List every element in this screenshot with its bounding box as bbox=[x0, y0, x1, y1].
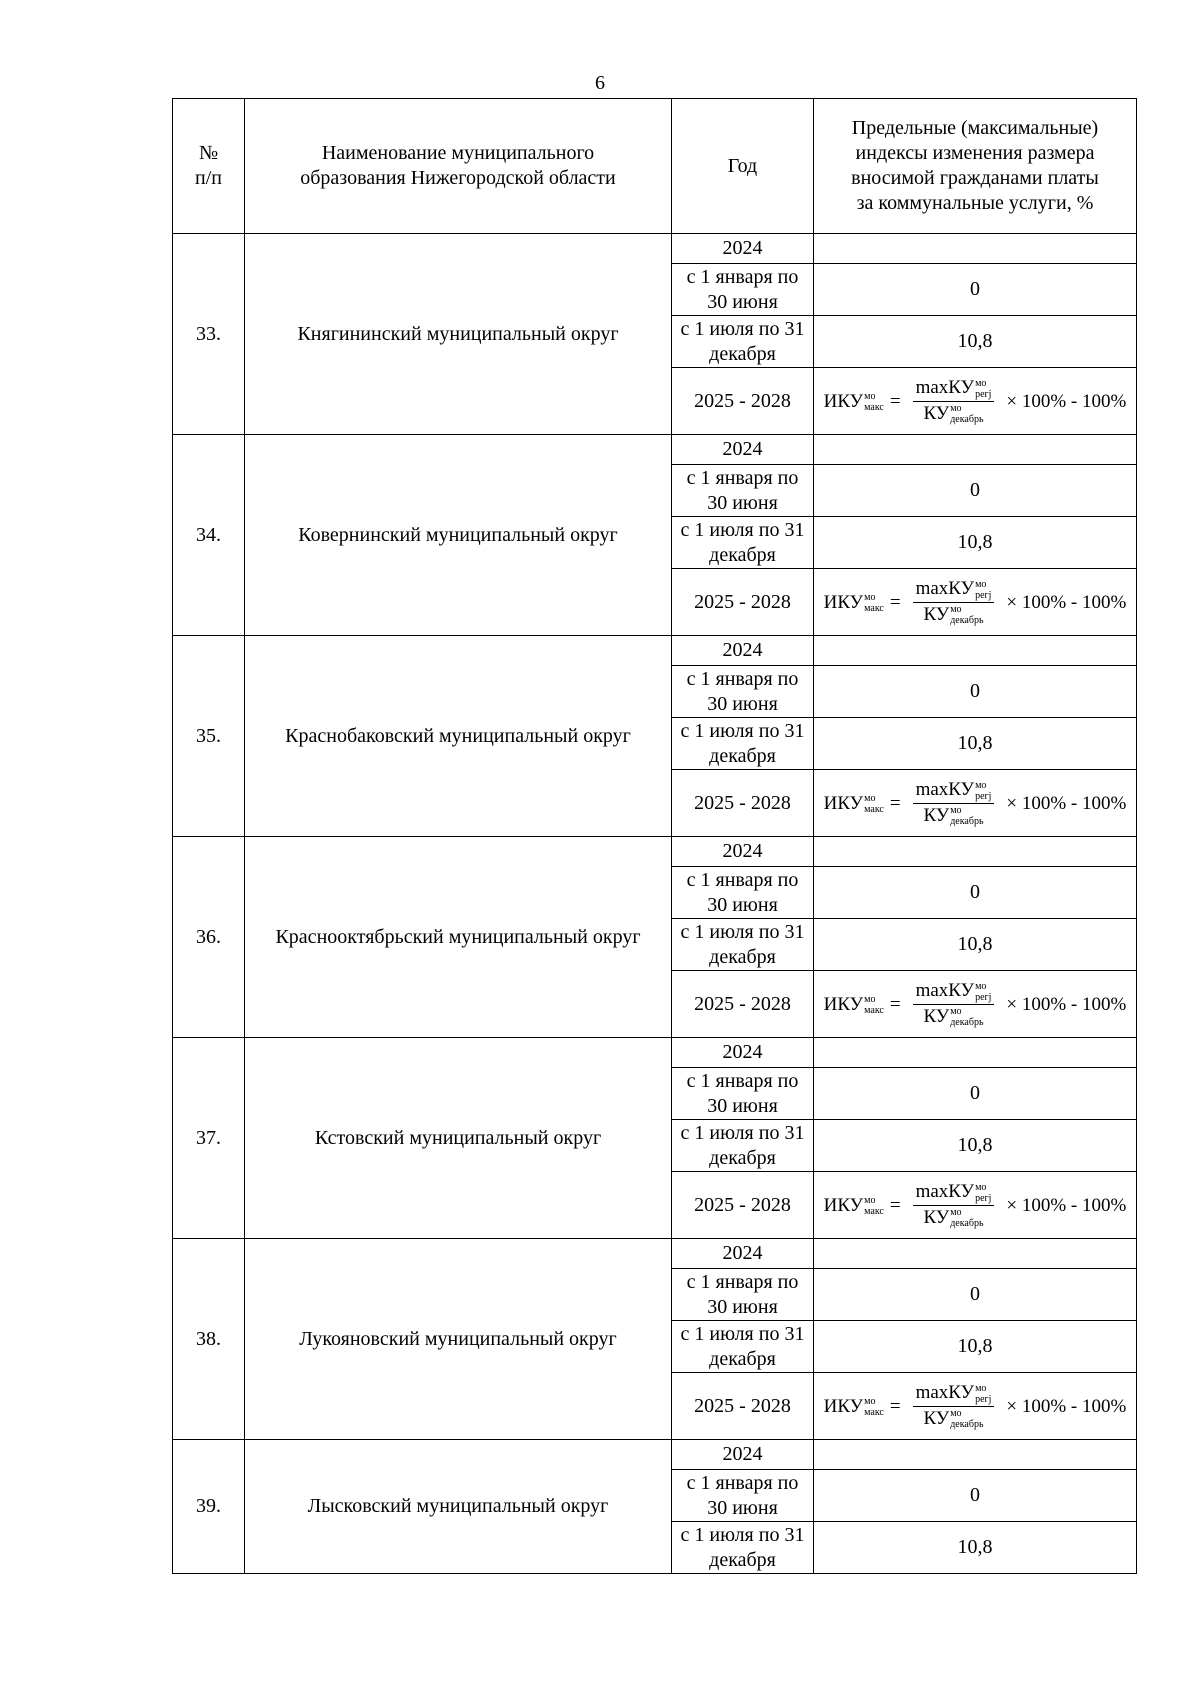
empty-cell bbox=[814, 234, 1137, 264]
formula-equals: = bbox=[889, 1395, 901, 1417]
municipality-name: Лысковский муниципальный округ bbox=[245, 1440, 672, 1574]
years-range: 2025 - 2028 bbox=[672, 1373, 814, 1440]
formula-fraction bbox=[913, 980, 995, 1028]
formula-numerator: maxКУ мо регj bbox=[913, 1181, 995, 1206]
row-number: 35. bbox=[173, 636, 245, 837]
period-first-half: с 1 января по 30 июня bbox=[672, 465, 814, 517]
formula-tail: × 100% - 100% bbox=[1006, 993, 1127, 1015]
period-first-half: с 1 января по 30 июня bbox=[672, 666, 814, 718]
period-second-half: с 1 июля по 31 декабря bbox=[672, 1321, 814, 1373]
year-2024: 2024 bbox=[672, 435, 814, 465]
year-2024: 2024 bbox=[672, 1239, 814, 1269]
index-value-second-half: 10,8 bbox=[814, 316, 1137, 368]
formula-fraction bbox=[913, 779, 995, 827]
table-header-row bbox=[173, 99, 1137, 234]
tariff-index-table bbox=[172, 98, 1137, 1574]
empty-cell bbox=[814, 1038, 1137, 1068]
year-2024: 2024 bbox=[672, 1038, 814, 1068]
index-value-second-half: 10,8 bbox=[814, 1522, 1137, 1574]
formula-fraction bbox=[913, 377, 995, 425]
header-year: Год bbox=[672, 99, 814, 234]
empty-cell bbox=[814, 837, 1137, 867]
page-number: 6 bbox=[595, 72, 605, 94]
index-formula bbox=[814, 569, 1137, 636]
formula-equals: = bbox=[889, 1194, 901, 1216]
table-row-year bbox=[173, 234, 1137, 264]
index-value-first-half: 0 bbox=[814, 867, 1137, 919]
table-row-year bbox=[173, 435, 1137, 465]
period-second-half: с 1 июля по 31 декабря bbox=[672, 517, 814, 569]
formula-tail: × 100% - 100% bbox=[1006, 591, 1127, 613]
header-num: № п/п bbox=[173, 99, 245, 234]
years-range: 2025 - 2028 bbox=[672, 971, 814, 1038]
year-2024: 2024 bbox=[672, 1440, 814, 1470]
formula-tail: × 100% - 100% bbox=[1006, 792, 1127, 814]
index-value-second-half: 10,8 bbox=[814, 919, 1137, 971]
row-number: 37. bbox=[173, 1038, 245, 1239]
table-body bbox=[173, 234, 1137, 1574]
index-value-second-half: 10,8 bbox=[814, 1120, 1137, 1172]
period-second-half: с 1 июля по 31 декабря bbox=[672, 1522, 814, 1574]
formula bbox=[824, 980, 1127, 1028]
row-number: 36. bbox=[173, 837, 245, 1038]
year-2024: 2024 bbox=[672, 636, 814, 666]
index-value-first-half: 0 bbox=[814, 1470, 1137, 1522]
formula-equals: = bbox=[889, 390, 901, 412]
formula-equals: = bbox=[889, 993, 901, 1015]
formula-lhs: ИКУ мо макс bbox=[823, 390, 884, 414]
formula bbox=[824, 779, 1127, 827]
index-value-second-half: 10,8 bbox=[814, 1321, 1137, 1373]
header-name: Наименование муниципального образования Нижегородской области bbox=[245, 99, 672, 234]
formula-denominator: КУ мо декабрь bbox=[923, 804, 984, 828]
index-formula bbox=[814, 1172, 1137, 1239]
table-row-year bbox=[173, 636, 1137, 666]
formula-lhs: ИКУ мо макс bbox=[823, 591, 884, 615]
formula-denominator: КУ мо декабрь bbox=[923, 1005, 984, 1029]
formula-tail: × 100% - 100% bbox=[1006, 390, 1127, 412]
period-first-half: с 1 января по 30 июня bbox=[672, 1470, 814, 1522]
table-row-year bbox=[173, 837, 1137, 867]
formula-tail: × 100% - 100% bbox=[1006, 1194, 1127, 1216]
index-value-first-half: 0 bbox=[814, 264, 1137, 316]
municipality-name: Ковернинский муниципальный округ bbox=[245, 435, 672, 636]
index-value-first-half: 0 bbox=[814, 1068, 1137, 1120]
index-formula bbox=[814, 971, 1137, 1038]
formula bbox=[824, 377, 1127, 425]
index-formula bbox=[814, 368, 1137, 435]
empty-cell bbox=[814, 636, 1137, 666]
formula bbox=[824, 578, 1127, 626]
formula bbox=[824, 1382, 1127, 1430]
formula-denominator: КУ мо декабрь bbox=[923, 402, 984, 426]
formula-numerator: maxКУ мо регj bbox=[913, 578, 995, 603]
row-number: 33. bbox=[173, 234, 245, 435]
formula-lhs: ИКУ мо макс bbox=[823, 993, 884, 1017]
formula-denominator: КУ мо декабрь bbox=[923, 1407, 984, 1431]
municipality-name: Княгининский муниципальный округ bbox=[245, 234, 672, 435]
formula-tail: × 100% - 100% bbox=[1006, 1395, 1127, 1417]
period-second-half: с 1 июля по 31 декабря bbox=[672, 316, 814, 368]
period-second-half: с 1 июля по 31 декабря bbox=[672, 919, 814, 971]
period-first-half: с 1 января по 30 июня bbox=[672, 867, 814, 919]
formula-lhs: ИКУ мо макс bbox=[823, 1395, 884, 1419]
formula-lhs: ИКУ мо макс bbox=[823, 1194, 884, 1218]
period-second-half: с 1 июля по 31 декабря bbox=[672, 1120, 814, 1172]
empty-cell bbox=[814, 1440, 1137, 1470]
index-formula bbox=[814, 1373, 1137, 1440]
formula-equals: = bbox=[889, 591, 901, 613]
formula-numerator: maxКУ мо регj bbox=[913, 377, 995, 402]
year-2024: 2024 bbox=[672, 234, 814, 264]
index-value-first-half: 0 bbox=[814, 1269, 1137, 1321]
municipality-name: Краснобаковский муниципальный округ bbox=[245, 636, 672, 837]
municipality-name: Краснооктябрьский муниципальный округ bbox=[245, 837, 672, 1038]
formula-numerator: maxКУ мо регj bbox=[913, 1382, 995, 1407]
years-range: 2025 - 2028 bbox=[672, 569, 814, 636]
index-value-first-half: 0 bbox=[814, 465, 1137, 517]
row-number: 38. bbox=[173, 1239, 245, 1440]
period-first-half: с 1 января по 30 июня bbox=[672, 264, 814, 316]
formula-lhs: ИКУ мо макс bbox=[823, 792, 884, 816]
index-value-second-half: 10,8 bbox=[814, 718, 1137, 770]
empty-cell bbox=[814, 1239, 1137, 1269]
formula-fraction bbox=[913, 1382, 995, 1430]
years-range: 2025 - 2028 bbox=[672, 368, 814, 435]
municipality-name: Лукояновский муниципальный округ bbox=[245, 1239, 672, 1440]
municipality-name: Кстовский муниципальный округ bbox=[245, 1038, 672, 1239]
table-row-year bbox=[173, 1038, 1137, 1068]
formula-numerator: maxКУ мо регj bbox=[913, 779, 995, 804]
header-index: Предельные (максимальные) индексы изменения размера вносимой гражданами платы за коммунальные услуги, % bbox=[814, 99, 1137, 234]
formula bbox=[824, 1181, 1127, 1229]
empty-cell bbox=[814, 435, 1137, 465]
period-second-half: с 1 июля по 31 декабря bbox=[672, 718, 814, 770]
index-value-first-half: 0 bbox=[814, 666, 1137, 718]
years-range: 2025 - 2028 bbox=[672, 770, 814, 837]
formula-equals: = bbox=[889, 792, 901, 814]
table-row-year bbox=[173, 1239, 1137, 1269]
period-first-half: с 1 января по 30 июня bbox=[672, 1269, 814, 1321]
formula-numerator: maxКУ мо регj bbox=[913, 980, 995, 1005]
row-number: 39. bbox=[173, 1440, 245, 1574]
year-2024: 2024 bbox=[672, 837, 814, 867]
formula-denominator: КУ мо декабрь bbox=[923, 603, 984, 627]
period-first-half: с 1 января по 30 июня bbox=[672, 1068, 814, 1120]
row-number: 34. bbox=[173, 435, 245, 636]
table-row-year bbox=[173, 1440, 1137, 1470]
years-range: 2025 - 2028 bbox=[672, 1172, 814, 1239]
index-formula bbox=[814, 770, 1137, 837]
index-value-second-half: 10,8 bbox=[814, 517, 1137, 569]
formula-fraction bbox=[913, 1181, 995, 1229]
formula-denominator: КУ мо декабрь bbox=[923, 1206, 984, 1230]
formula-fraction bbox=[913, 578, 995, 626]
